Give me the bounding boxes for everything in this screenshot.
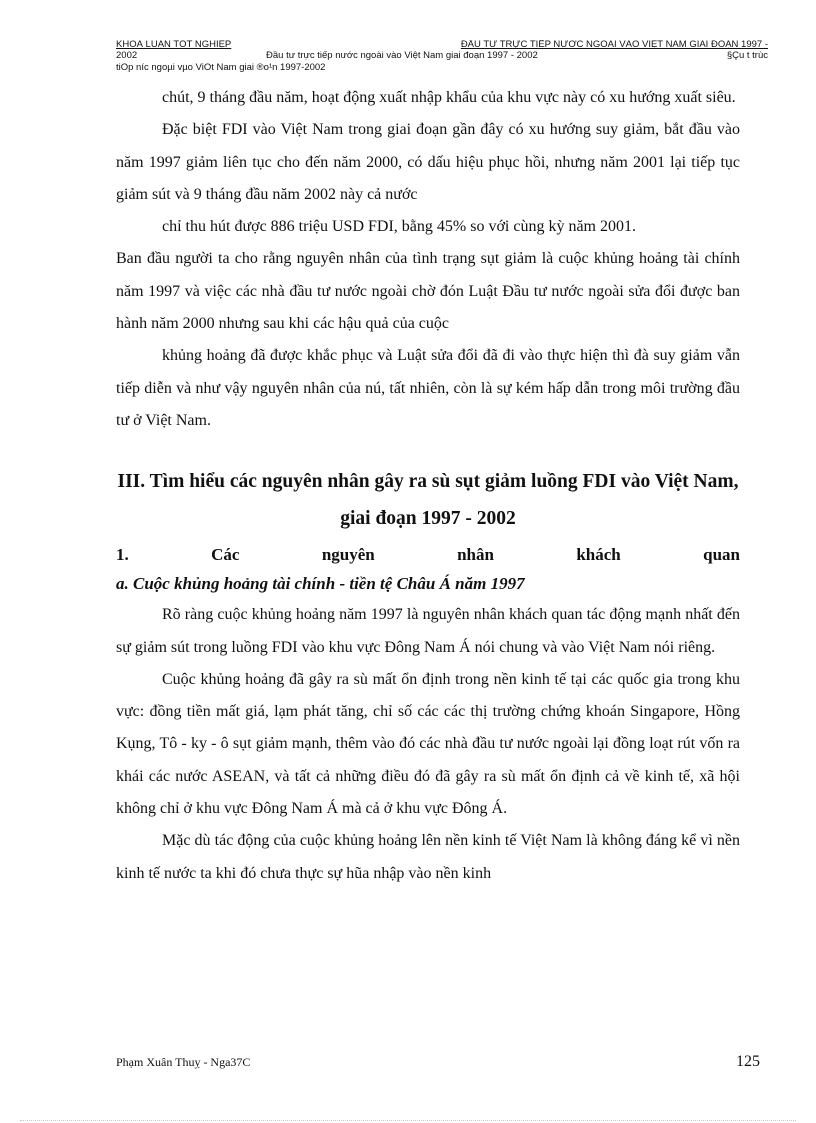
subsubsection-heading: a. Cuộc khủng hoảng tài chính - tiền tệ Châu Á năm 1997 — [116, 574, 525, 594]
paragraph: Cuộc khủng hoảng đã gây ra sù mất ổn định trong nền kinh tế tại các quốc gia trong khu vực: đồng tiền mất giá, lạm phát tăng, chỉ số các các thị trường chứng khoán Singapore, Hồng Kụng, Tô - ky - ô sụt giảm mạnh, thêm vào đó các nhà đầu tư nước ngoài lại đồng loạt rút vốn ra khái các nước ASEAN, và tất cả những điều đó đã gây ra sù mất ổn định cả về kinh tế, xã hội không chỉ ở khu vực Đông Nam Á mà cả ở khu vực Đông Á. — [116, 670, 740, 818]
footer-author: Phạm Xuân Thuỵ - Nga37C — [116, 1055, 251, 1069]
paragraph: chỉ thu hút được 886 triệu USD FDI, bằng 45% so với cùng kỳ năm 2001. — [162, 218, 636, 236]
section-heading: III. Tìm hiểu các nguyên nhân gây ra sù sụt giảm luồng FDI vào Việt Nam, giai đoạn 1997 - 2002 — [117, 471, 739, 530]
header-garbled-right: §Çu t trùc — [726, 51, 768, 61]
header-left-title: KHOÁ LUẬN TỐT NGHIỆP — [116, 40, 232, 50]
header-right-title: ĐẦU TƯ TRỰC TIẾP NƯỚC NGOÀI VÀO VIỆT NAM GIAI ĐOẠN 1997 - — [460, 40, 768, 50]
body-text — [116, 82, 740, 890]
paragraph: Đặc biệt FDI vào Việt Nam trong giai đoạn gần đây có xu hướng suy giảm, bắt đầu vào năm 1997 giảm liên tục cho đến năm 2000, có dấu hiệu phục hồi, nhưng năm 2001 lại tiếp tục giảm sút và 9 tháng đầu năm 2002 này cả nước — [116, 121, 740, 203]
paragraph: khủng hoảng đã được khắc phục và Luật sửa đổi đã đi vào thực hiện thì đà suy giảm vẫn tiếp diễn và như vậy nguyên nhân của nú, tất nhiên, còn là sự kém hấp dẫn trong môi trường đầu tư ở Việt Nam. — [116, 347, 740, 429]
paragraph: Mặc dù tác động của cuộc khủng hoảng lên nền kinh tế Việt Nam là không đáng kể vì nền kinh tế nước ta khi đó chưa thực sự hũa nhập vào nền kinh — [116, 832, 740, 882]
paragraph: Ban đầu người ta cho rằng nguyên nhân của tình trạng sụt giảm là cuộc khủng hoảng tài chính năm 1997 và việc các nhà đầu tư nước ngoài chờ đón Luật Đầu tư nước ngoài sửa đổi được ban hành năm 2000 nhưng sau khi các hậu quả của cuộc — [116, 250, 740, 333]
header-center-title: Đầu tư trực tiếp nước ngoài vào Việt Nam giai đoạn 1997 - 2002 — [266, 51, 538, 61]
header-year: 2002 — [116, 51, 138, 61]
header-garbled-line: tiÕp níc ngoµi vµo ViÖt Nam giai ®o¹n 1997-2002 — [116, 63, 326, 73]
page-number: 125 — [736, 1053, 760, 1070]
subsection-heading: 1. Các nguyên nhân khách quan — [116, 545, 740, 565]
page-bottom-divider — [20, 1120, 796, 1121]
paragraph: Rõ ràng cuộc khủng hoảng năm 1997 là nguyên nhân khách quan tác động mạnh nhất đến sự giảm sút trong luồng FDI vào khu vực Đông Nam Á nói chung và vào Việt Nam nói riêng. — [116, 606, 740, 656]
paragraph: chút, 9 tháng đầu năm, hoạt động xuất nhập khẩu của khu vực này có xu hướng xuất siêu. — [162, 89, 736, 106]
